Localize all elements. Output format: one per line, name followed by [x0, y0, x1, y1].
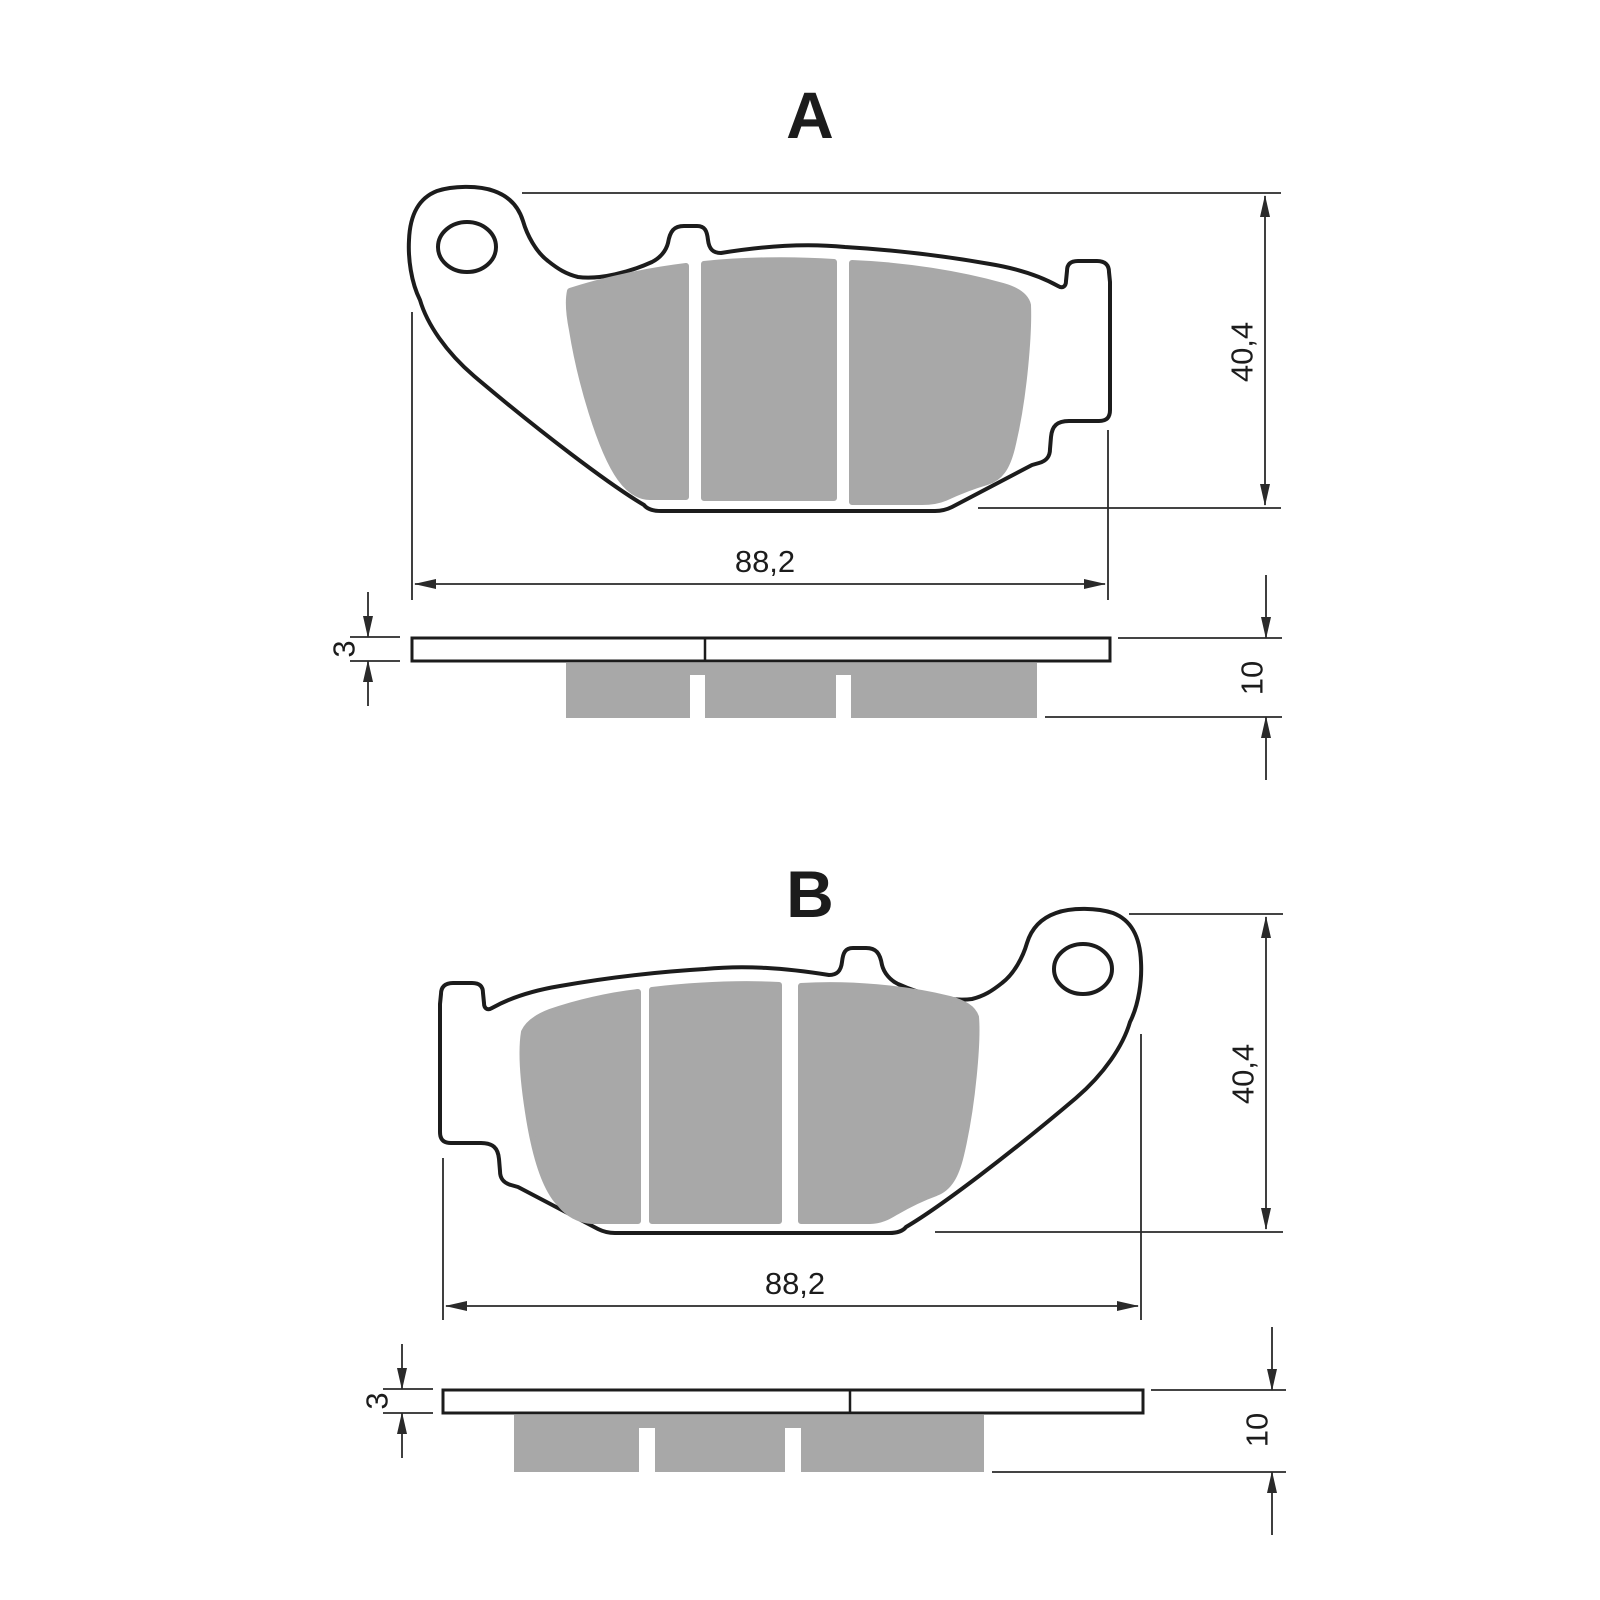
dim-a-plate-thickness	[327, 592, 401, 706]
pad-b-friction-side	[514, 1415, 984, 1472]
figure-a-side-view	[412, 638, 1110, 718]
dim-b-height-value: 40,4	[1225, 1043, 1261, 1105]
pad-a-side-slot-1	[690, 675, 705, 718]
dim-a-total-value: 10	[1234, 660, 1270, 696]
pad-a-friction-side	[566, 663, 1037, 718]
pad-a-friction-segment-2	[704, 260, 834, 498]
dim-a-height-value: 40,4	[1224, 321, 1260, 383]
pad-b-friction-segment-2	[652, 984, 779, 1221]
figure-a-label: A	[786, 78, 834, 152]
pad-a-friction-segment-3	[852, 263, 1028, 502]
figure-a	[327, 78, 1283, 780]
pad-b-backplate-side	[443, 1390, 1143, 1413]
dim-b-total-value: 10	[1239, 1412, 1275, 1448]
pad-b-mounting-hole	[1054, 944, 1112, 994]
figure-b-label: B	[786, 857, 834, 931]
dim-b-plate-thickness	[360, 1344, 434, 1458]
pad-a-side-slot-2	[836, 675, 851, 718]
dim-a-total-thickness	[1045, 575, 1282, 780]
dim-a-width-value: 88,2	[734, 544, 796, 579]
dim-b-width-value: 88,2	[764, 1266, 826, 1301]
pad-b-side-slot-1	[639, 1428, 655, 1472]
pad-b-side-slot-2	[785, 1428, 801, 1472]
dim-b-total-thickness	[992, 1327, 1286, 1535]
figure-b	[360, 857, 1287, 1535]
figure-b-side-view	[443, 1390, 1143, 1472]
pad-a-backplate-side	[412, 638, 1110, 661]
pad-b-friction-segment-3	[801, 985, 976, 1221]
dim-b-plate-value: 3	[359, 1392, 395, 1410]
dim-a-plate-value: 3	[326, 640, 362, 658]
pad-a-mounting-hole	[438, 222, 496, 272]
